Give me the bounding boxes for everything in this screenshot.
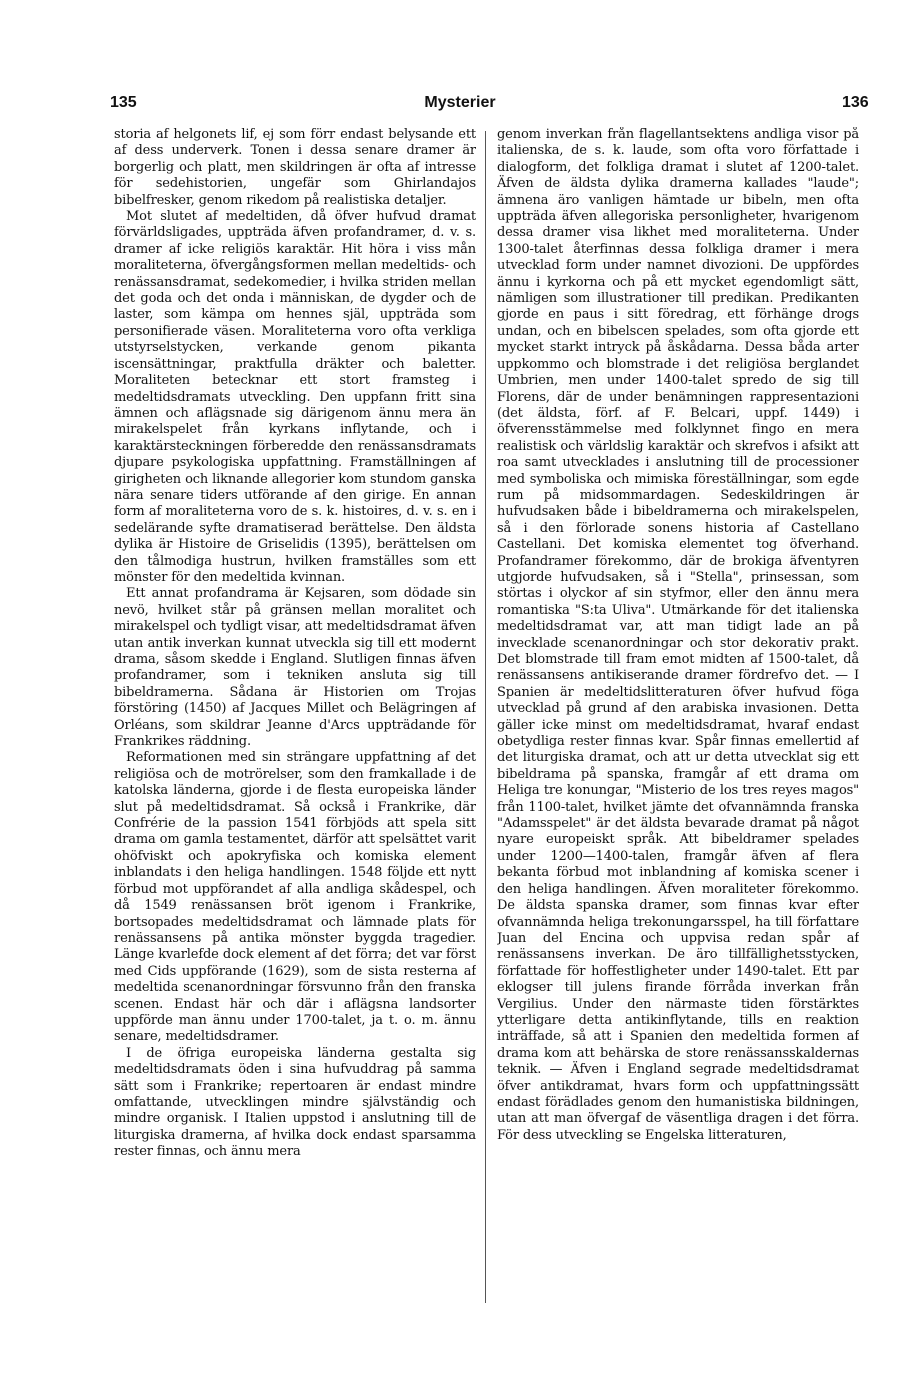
paragraph: Ett annat profandrama är Kejsaren, som dödade sin nevö, hvilket står på gränsen mellan moralitet och mirakelspel och tydligt visar, att medeltidsdramat äfven utan antik inverkan kunnat utveckla sig till ett modernt drama, såsom skedde i England. Slutligen finnas äfven profandramer, som i tekniken ansluta sig till bibeldramerna. Sådana är Historien om Trojas förstöring (1450) af Jacques Millet och Belägringen af Orléans, som skildrar Jeanne d'Arcs uppträdande för Frankrikes räddning. — [114, 586, 476, 750]
right-column — [497, 127, 859, 1307]
column-divider — [485, 131, 486, 1303]
paragraph: Mot slutet af medeltiden, då öfver hufvud dramat förvärldsligades, uppträda äfven profandramer, d. v. s. dramer af icke religiös karaktär. Hit höra i viss mån moraliteterna, öfvergångsformen mellan medeltids- och renässansdramat, sedekomedier, i hvilka striden mellan det goda och det onda i människan, de dygder och de laster, som kämpa om hennes själ, uppträda som personifierade väsen. Moraliteterna voro ofta verkliga utstyrselstycken, verkande genom pikanta iscensättningar, praktfulla dräkter och baletter. Moraliteten betecknar ett stort framsteg i medeltidsdramats utveckling. Den uppfann fritt sina ämnen och aflägsnade sig därigenom ännu mera än mirakelspelet från kyrkans inflytande, och i karaktärsteckningen förberedde den renässansdramats djupare psykologiska uppfattning. Framställningen af girigheten och liknande allegorier kom stundom ganska nära senare tiders utförande af den girige. En annan form af moraliteterna voro de s. k. histoires, d. v. s. en i sedelärande syfte dramatiserad berättelse. Den äldsta dylika är Histoire de Griselidis (1395), berättelsen om den tålmodiga hustrun, hvilken framställes som ett mönster för den medeltida kvinnan. — [114, 209, 476, 585]
paragraph: I de öfriga europeiska länderna gestalta sig medeltidsdramats öden i sina hufvuddrag på samma sätt som i Frankrike; repertoaren är endast mindre omfattande, utvecklingen mindre självständig och mindre organisk. I Italien uppstod i anslutning till de liturgiska dramerna, af hvilka dock endast sparsamma rester finnas, och ännu mera — [114, 1045, 476, 1160]
paragraph: genom inverkan från flagellantsektens andliga visor på italienska, de s. k. laude, som ofta voro författade i dialogform, det folkliga dramat i slutet af 1200-talet. Äfven de äldsta dylika dramerna kallades "laude"; ämnena äro vanligen hämtade ur bibeln, men ofta uppträda äfven allegoriska personligheter, hvarigenom dessa dramer visa likhet med moraliteterna. Under 1300-talet återfinnas dessa folkliga dramer i mera utvecklad form under namnet divozioni. De uppfördes ännu i kyrkorna och på ett mycket egendomligt sätt, nämligen som illustrationer till predikan. Predikanten gjorde en paus i sitt föredrag, ett förhänge drogs undan, och en bibelscen spelades, som ofta gjorde ett mycket starkt intryck på åskådarna. Dessa båda arter uppkommo och blomstrade i det religiösa berglandet Umbrien, men under 1400-talet spredo de sig till Florens, där de under benämningen rappresentazioni (det äldsta, förf. af F. Belcari, uppf. 1449) i öfverensstämmelse med folklynnet fingo en mera realistisk och världslig karaktär och skrefvos i afsikt att roa samt utvecklades i anslutning till de processioner med symboliska och mimiska föreställningar, som egde rum på midsommardagen. Sedeskildringen är hufvudsaken både i bibeldramerna och mirakelspelen, så i den förlorade sonens historia af Castellano Castellani. Det komiska elementet tog öfverhand. Profandramer förekommo, där de brokiga äfventyren utgjorde hufvudsaken, så i "Stella", prinsessan, som störtas i olyckor af sin styfmor, eller den ännu mera romantiska "S:ta Uliva". Utmärkande för det italienska medeltidsdramat var, att man tidigt lade an på invecklade scenanordningar och stor dekorativ prakt. Det blomstrade till fram emot midten af 1500-talet, då renässansens antikiserande dramer fördrefvo det. — I Spanien är medeltidslitteraturen öfver hufvud föga utvecklad på grund af den arabiska invasionen. Detta gäller icke minst om medeltidsdramat, hvaraf endast obetydliga rester finnas kvar. Spår finnas emellertid af det liturgiska dramat, och att ur detta utvecklat sig ett bibeldrama på spanska, framgår af ett drama om Heliga tre konungar, "Misterio de los tres reyes magos" från 1100-talet, hvilket jämte det ofvannämnda franska "Adamsspelet" är det äldsta bevarade dramat på något nyare europeiskt språk. Att bibeldramer spelades under 1200—1400-talen, framgår äfven af flera bekanta förbud mot inblandning af komiska scener i den heliga handlingen. Äfven moraliteter förekommo. De äldsta spanska dramer, som finnas kvar efter ofvannämnda heliga trekonungarsspel, ha till författare Juan del Encina och uppvisa redan spår af renässansens inverkan. De äro tillfällighetsstycken, författade för hoffestligheter under 1490-talet. Ett par eklogser till julens firande förråda inverkan från Vergilius. Under den närmaste tiden förstärktes ytterligare detta antikinflytande, tills en reaktion inträffade, så att i Spanien den medeltida formen af drama kom att behärska de store renässansskaldernas teknik. — Äfven i England segrade medeltidsdramat öfver antikdramat, hvars form och uppfattningssätt endast förädlades genom den humanistiska bildningen, utan att man öfvergaf de väsentliga dragen i det förra. För dess utveckling se Engelska litteraturen, — [497, 127, 859, 1143]
page-number-right: 136 — [842, 94, 869, 111]
page-number-left: 135 — [110, 94, 137, 111]
page-title: Mysterier — [424, 94, 496, 111]
left-column — [114, 127, 476, 1307]
paragraph: storia af helgonets lif, ej som förr endast belysande ett af dess underverk. Tonen i dessa senare dramer är borgerlig och platt, men skildringen är ofta af intresse för sedehistorien, ungefär som Ghirlandajos bibelfresker, genom rikedom på realistiska detaljer. — [114, 127, 476, 208]
paragraph: Reformationen med sin strängare uppfattning af det religiösa och de motrörelser, som den framkallade i de katolska länderna, gjorde i de flesta europeiska länder slut på medeltidsdramat. Så också i Frankrike, där Confrérie de la passion 1541 förbjöds att spela sitt drama om gamla testamentet, därför att spelsättet varit ohöfviskt och apokryfiska och komiska element inblandats i den heliga handlingen. 1548 följde ett nytt förbud mot uppförandet af alla andliga skådespel, och då 1549 renässansen bröt igenom i Frankrike, bortsopades medeltidsdramat och lämnade plats för renässansens på antika mönster byggda tragedier. Länge kvarlefde dock element af det förra; det var först med Cids uppförande (1629), som de sista resterna af medeltida scenanordningar försvunno från den franska scenen. Endast här och där i aflägsna landsorter uppförde man ännu under 1700-talet, ja t. o. m. ännu senare, medeltidsdramer. — [114, 750, 476, 1045]
running-header — [0, 94, 920, 118]
